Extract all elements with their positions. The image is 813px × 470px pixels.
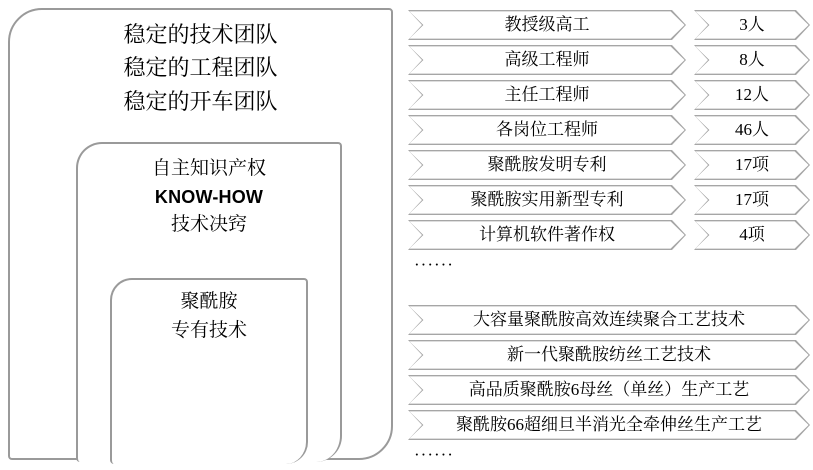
chevron-name-label: 高级工程师 (504, 50, 590, 69)
chevron-value (694, 45, 810, 75)
chevron-row (408, 10, 810, 40)
chevron-name-label: 主任工程师 (504, 85, 590, 104)
middle-box-line-2-knowhow: KNOW-HOW (154, 186, 264, 207)
right-chevron-panel (404, 0, 813, 470)
chevron-name (408, 80, 686, 110)
chevron-value-label: 17项 (735, 155, 769, 174)
left-nested-boxes-panel (0, 0, 400, 470)
outer-box-line-3: 稳定的开车团队 (123, 88, 278, 114)
chevron-name (408, 185, 686, 215)
chevron-name-label: 计算机软件著作权 (479, 225, 615, 244)
middle-box-labels (76, 155, 342, 240)
chevron-tech-label: 新一代聚酰胺纺丝工艺技术 (507, 345, 711, 364)
chevron-tech (408, 340, 810, 370)
chevron-value (694, 80, 810, 110)
outer-box-line-1: 稳定的技术团队 (123, 22, 278, 47)
chevron-value (694, 150, 810, 180)
chevron-name (408, 45, 686, 75)
chevron-row (408, 185, 810, 215)
chevron-tech (408, 375, 810, 405)
inner-box-labels (110, 288, 308, 346)
ellipsis-upper: ······ (414, 255, 454, 274)
chevron-tech (408, 410, 810, 440)
chevron-row (408, 45, 810, 75)
chevron-tech (408, 305, 810, 335)
chevron-tech-label: 高品质聚酰胺6母丝（单丝）生产工艺 (468, 380, 750, 399)
chevron-name (408, 220, 686, 250)
chevron-row (408, 375, 810, 405)
chevron-value (694, 220, 810, 250)
chevron-name-label: 各岗位工程师 (496, 120, 598, 139)
chevron-tech-label: 聚酰胺66超细旦半消光全牵伸丝生产工艺 (456, 415, 762, 434)
middle-box-line-3: 技术决窍 (170, 214, 247, 236)
outer-box-line-2: 稳定的工程团队 (123, 55, 278, 81)
chevron-value-label: 3人 (739, 15, 765, 34)
chevron-row (408, 305, 810, 335)
chevron-name (408, 10, 686, 40)
chevron-value-label: 12人 (735, 85, 769, 104)
chevron-row (408, 80, 810, 110)
chevron-row (408, 150, 810, 180)
chevron-value-label: 8人 (739, 50, 765, 69)
chevron-row (408, 115, 810, 145)
ellipsis-lower: ······ (414, 445, 454, 464)
chevron-value-label: 17项 (735, 190, 769, 209)
chevron-value-label: 4项 (739, 225, 765, 244)
chevron-name-label: 聚酰胺发明专利 (487, 155, 607, 174)
chevron-tech-label: 大容量聚酰胺高效连续聚合工艺技术 (473, 310, 745, 329)
outer-box-labels (8, 18, 393, 118)
chevron-value (694, 115, 810, 145)
chevron-name (408, 150, 686, 180)
middle-box-line-1: 自主知识产权 (151, 158, 266, 179)
chevron-name-label: 教授级高工 (504, 15, 590, 34)
inner-box-line-2: 专有技术 (170, 319, 247, 341)
chevron-name (408, 115, 686, 145)
chevron-row (408, 220, 810, 250)
inner-box-line-1: 聚酰胺 (180, 291, 238, 312)
chevron-row (408, 340, 810, 370)
chevron-value-label: 46人 (735, 120, 769, 139)
chevron-value (694, 10, 810, 40)
chevron-name-label: 聚酰胺实用新型专利 (470, 190, 624, 209)
chevron-row (408, 410, 810, 440)
chevron-value (694, 185, 810, 215)
